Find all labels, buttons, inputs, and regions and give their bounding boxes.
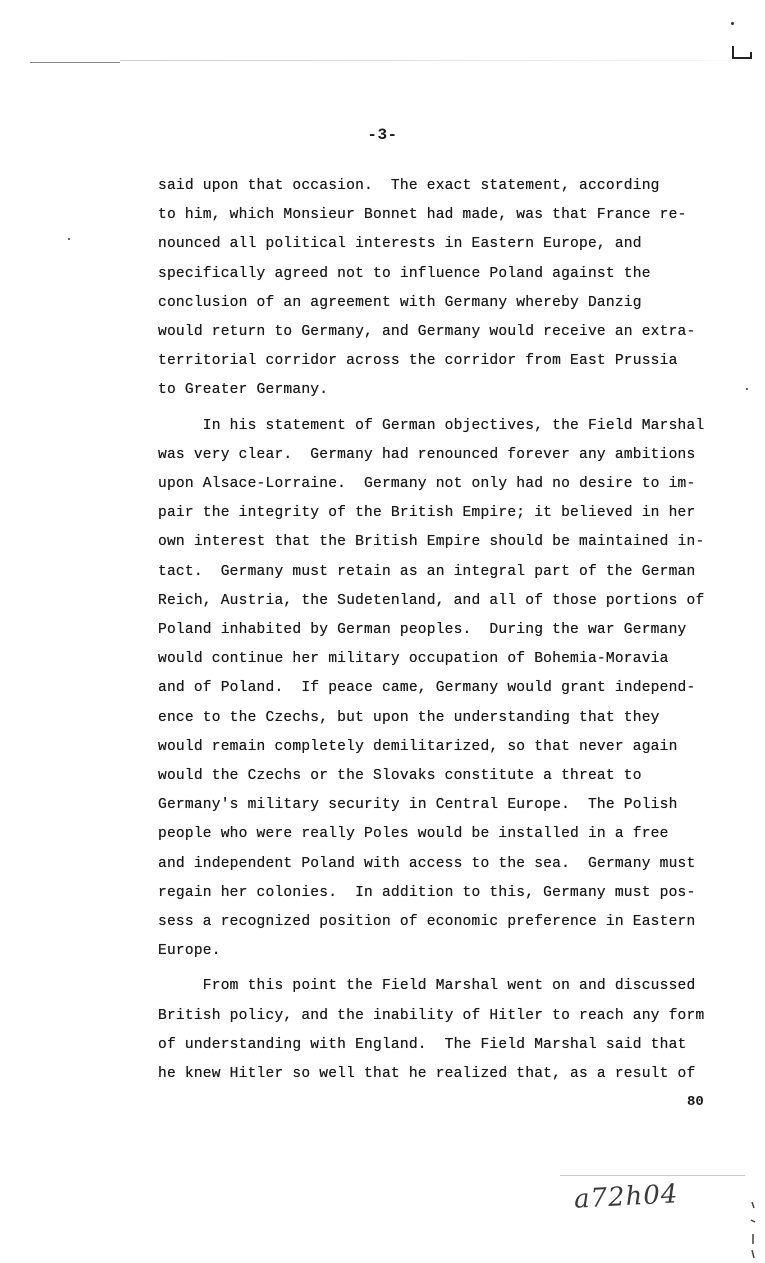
text-line: Poland inhabited by German peoples. During the war Germany (158, 622, 687, 639)
text-line: Europe. (158, 943, 221, 960)
scan-artifact-line (30, 62, 120, 63)
scan-dot (731, 22, 734, 25)
scan-artifact-line (560, 1175, 745, 1176)
page-number: -3- (367, 126, 398, 144)
text-line: own interest that the British Empire should be maintained in- (158, 534, 705, 551)
edge-marks (748, 1200, 758, 1260)
text-line: regain her colonies. In addition to this, Germany must pos- (158, 884, 696, 901)
text-line: he knew Hitler so well that he realized that, as a result of (158, 1066, 696, 1083)
text-line: From this point the Field Marshal went on and discussed (158, 978, 696, 995)
text-line: British policy, and the inability of Hitler to reach any form (158, 1007, 705, 1024)
text-line: specifically agreed not to influence Poland against the (158, 265, 651, 282)
text-line: tact. Germany must retain as an integral part of the German (158, 563, 696, 580)
text-line: would continue her military occupation of Bohemia-Moravia (158, 651, 669, 668)
text-line: would remain completely demilitarized, so that never again (158, 738, 678, 755)
text-line: and of Poland. If peace came, Germany would grant independ- (158, 680, 696, 697)
corner-mark (732, 42, 752, 62)
scan-dot (68, 238, 70, 240)
text-line: territorial corridor across the corridor from East Prussia (158, 353, 678, 370)
text-line: would the Czechs or the Slovaks constitute a threat to (158, 768, 642, 785)
text-line: and independent Poland with access to the sea. Germany must (158, 855, 696, 872)
text-line: sess a recognized position of economic preference in Eastern (158, 914, 696, 931)
text-line: said upon that occasion. The exact statement, according (158, 178, 660, 194)
text-line: Germany's military security in Central Europe. The Polish (158, 797, 678, 814)
text-line: nounced all political interests in Eastern Europe, and (158, 236, 642, 253)
footer-page-number: 80 (687, 1094, 704, 1110)
body-text (158, 172, 728, 1089)
text-line: to Greater Germany. (158, 382, 329, 399)
text-line: pair the integrity of the British Empire; it believed in her (158, 505, 696, 522)
text-line: upon Alsace-Lorraine. Germany not only had no desire to im- (158, 476, 696, 493)
text-line: people who were really Poles would be installed in a free (158, 826, 669, 843)
scan-artifact-line (120, 60, 740, 61)
text-line: of understanding with England. The Field Marshal said that (158, 1036, 687, 1053)
text-line: Reich, Austria, the Sudetenland, and all of those portions of (158, 592, 705, 609)
text-line: conclusion of an agreement with Germany whereby Danzig (158, 294, 642, 311)
text-line: would return to Germany, and Germany would receive an extra- (158, 324, 696, 341)
text-line: was very clear. Germany had renounced forever any ambitions (158, 446, 696, 463)
scan-dot (746, 388, 748, 390)
text-line: to him, which Monsieur Bonnet had made, was that France re- (158, 207, 687, 224)
text-line: In his statement of German objectives, the Field Marshal (158, 417, 705, 434)
handwritten-document-id: a72h04 (573, 1179, 680, 1215)
text-line: ence to the Czechs, but upon the understanding that they (158, 709, 660, 726)
